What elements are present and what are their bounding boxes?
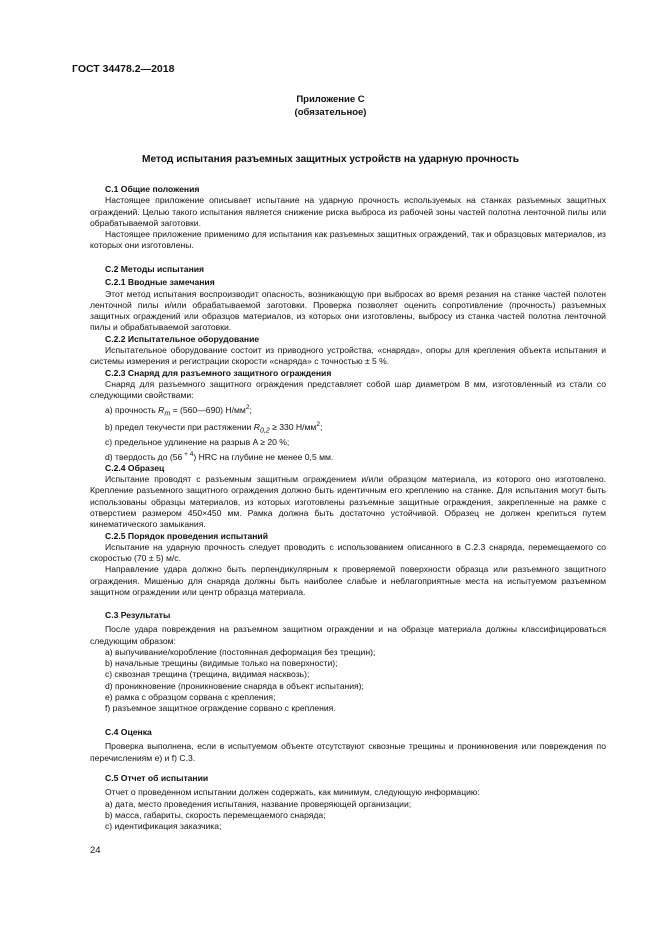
list-item: f) разъемное защитное ограждение сорвано с крепления. bbox=[105, 703, 336, 714]
paragraph: Отчет о проведенном испытании должен содержать, как минимум, следующую информацию: bbox=[105, 787, 480, 798]
list-item: d) твердость до (56 $^{+ 4}$) HRC на глубине не менее 0,5 мм. bbox=[105, 450, 334, 462]
paragraph: Проверка выполнена, если в испытуемом объекте отсутствуют сквозные трещины и проникновения или повреждения по перечислениям е) и f) С.3. bbox=[90, 741, 606, 763]
appendix-status: (обязательное) bbox=[294, 107, 367, 118]
section-heading: С.1 Общие положения bbox=[105, 184, 200, 194]
paragraph: Этот метод испытания воспроизводит опасность, возникающую при выбросах во время резания на станке частей полотен ленточной пилы и/или обрабатываемой заготовки. Проверка позволяет оценить сопротивление (прочность) разъемных защитных ограждений или образцов материалов, из которых они изготовлены, выбросу из станка частей полотна ленточной пилы и обрабатываемой заготовки. bbox=[90, 288, 606, 333]
section-heading: С.5 Отчет об испытании bbox=[105, 773, 209, 783]
list-item: а) выпучивание/коробление (постоянная деформация без трещин); bbox=[105, 646, 376, 657]
subsection-heading: С.2.2 Испытательное оборудование bbox=[105, 333, 260, 344]
list-item: b) предел текучести при растяжении $R_{0,2} \ge 330$ $Н/мм^2$; bbox=[105, 421, 323, 436]
list-item: c) предельное удлинение на разрыв A ≥ 20 %; bbox=[105, 437, 290, 448]
subsection-heading: С.2.5 Порядок проведения испытаний bbox=[105, 530, 268, 541]
list-item: b) начальные трещины (видимые только на поверхности); bbox=[105, 658, 338, 669]
list-item: а) дата, место проведения испытания, название проверяющей организации; bbox=[105, 798, 412, 809]
section-heading: С.3 Результаты bbox=[105, 610, 171, 620]
appendix-title: Приложение С bbox=[296, 94, 365, 105]
section-c3 bbox=[90, 610, 606, 715]
paragraph: Настоящее приложение применимо для испытания как разъемных защитных ограждений, так и образцовых материалов, из которых они изготовлены. bbox=[90, 229, 606, 251]
list-item: b) масса, габариты, скорость перемещаемого снаряда; bbox=[105, 809, 326, 820]
paragraph: Направление удара должно быть перпендикулярным к проверяемой поверхности образца или разъемного защитного ограждения. Мишенью для снаряда должны быть наиболее слабые и неблагоприятные места на испытуемом разъемном защитном ограждении или центр образца материала. bbox=[90, 564, 606, 598]
section-c4 bbox=[90, 727, 606, 764]
section-c5 bbox=[90, 773, 606, 832]
subsection-heading: С.2.1 Вводные замечания bbox=[105, 277, 215, 288]
list-item: е) рамка с образцом сорвана с крепления; bbox=[105, 692, 276, 703]
section-heading: С.2 Методы испытания bbox=[105, 264, 205, 274]
list-item: c) идентификация заказчика; bbox=[105, 821, 222, 832]
document-title: Метод испытания разъемных защитных устройств на ударную прочность bbox=[141, 154, 520, 165]
paragraph: Испытательное оборудование состоит из приводного устройства, «снаряда», опоры для крепления объекта испытания и системы измерения и регистрации скорости «снаряда» с точностью ± 5 %. bbox=[90, 345, 606, 367]
paragraph: Испытание проводят с разъемным защитным ограждением и/или образцом материала, из которого оно изготовлено. Крепление разъемного защитного ограждения должно быть идентичным его креплению на станке. Для испытания могут быть использованы образцы материалов, из которых изготовлены разъемные защитные ограждения, закрепленные на рамке с отверстием размером 450×450 мм. Рамка должна быть достаточно устойчивой. Образец не должен крепиться путем кинематического замыкания. bbox=[90, 474, 606, 530]
subsection-heading: С.2.4 Образец bbox=[105, 462, 165, 473]
list-item: c) сквозная трещина (трещина, видимая насквозь); bbox=[105, 669, 310, 680]
paragraph: Испытание на ударную прочность следует проводить с использованием описанного в С.2.3 снаряда, перемещаемого со скоростью (70 ± 5) м/с. bbox=[90, 541, 606, 564]
paragraph: Снаряд для разъемного защитного ограждения представляет собой шар диаметром 8 мм, изготовленный из стали со следующими свойствами: bbox=[90, 378, 606, 401]
standard-header: ГОСТ 34478.2—2018 bbox=[72, 63, 175, 75]
section-heading: С.4 Оценка bbox=[105, 727, 152, 737]
list-item: а) прочность $R_m$ = (560—690) $Н/мм^2$; bbox=[105, 403, 252, 418]
list-item: d) проникновение (проникновение снаряда в объект испытания); bbox=[105, 680, 364, 691]
subsection-heading: С.2.3 Снаряд для разъемного защитного ограждения bbox=[105, 367, 332, 378]
paragraph: Настоящее приложение описывает испытание на ударную прочность используемых на станках разъемных защитных ограждений. Целью такого испытания является снижение риска выброса из рабочей зоны частей полотна ленточной пилы или обрабатываемой заготовки. bbox=[90, 195, 606, 228]
section-c2 bbox=[90, 264, 606, 598]
section-c1 bbox=[90, 184, 606, 252]
page-number: 24 bbox=[90, 845, 101, 856]
paragraph: После удара повреждения на разъемном защитном ограждении и на образце материала должны классифицироваться следующим образом: bbox=[90, 624, 606, 646]
